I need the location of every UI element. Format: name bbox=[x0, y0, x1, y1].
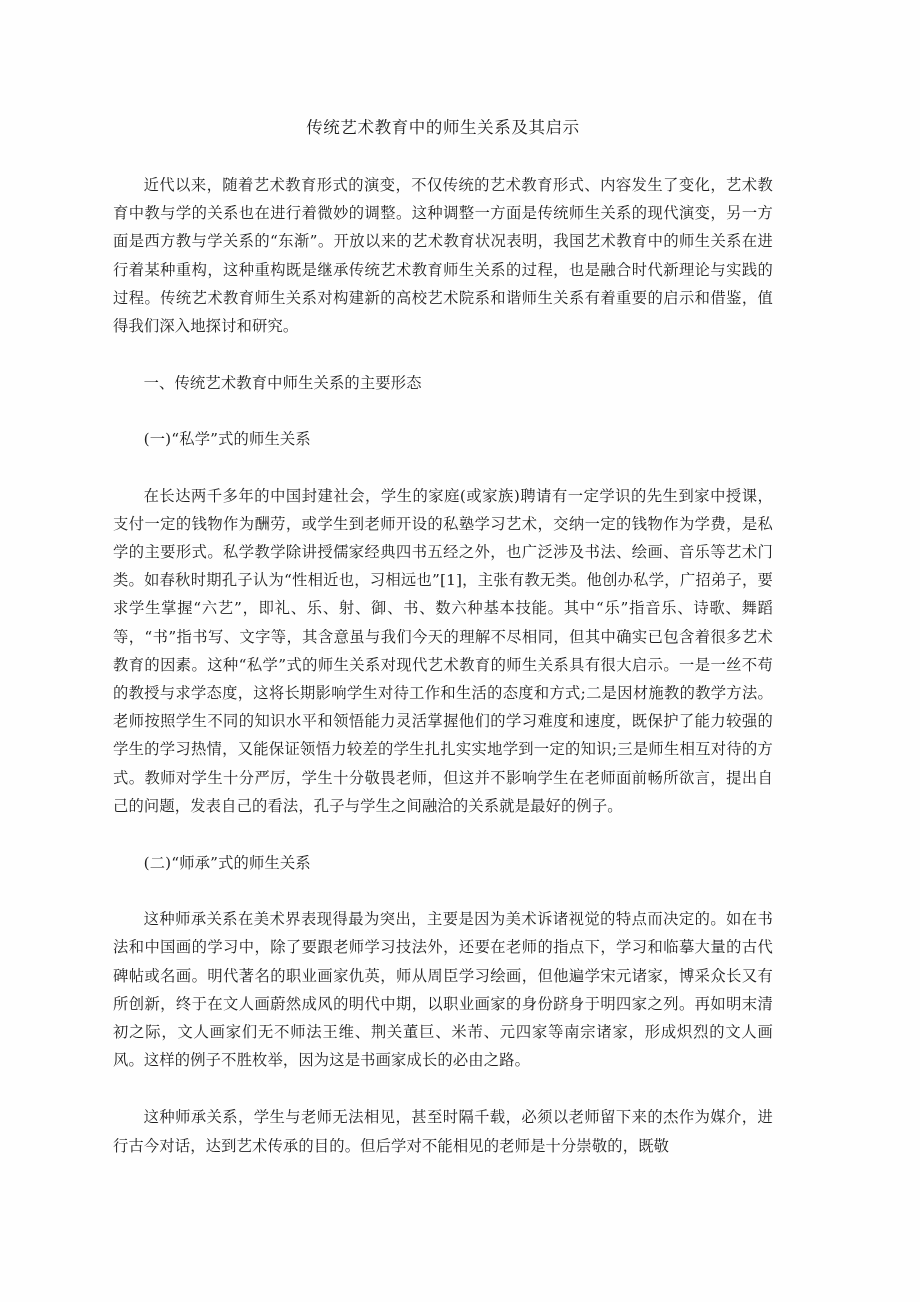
page-title: 传统艺术教育中的师生关系及其启示 bbox=[306, 118, 580, 137]
subsection-heading-1-2: (二)“师承”式的师生关系 bbox=[143, 854, 311, 873]
private-schooling-paragraph: 在长达两千多年的中国封建社会，学生的家庭(或家族)聘请有一定学识的先生到家中授课，支付一定的钱物作为酬劳，或学生到老师开设的私塾学习艺术，交纳一定的钱物作为学费，是私学的主要形式。私学教学除讲授儒家经典四书五经之外，也广泛涉及书法、绘画、音乐等艺术门类。如春秋时期孔子认为“性相近也，习相远也”[1]，主张有教无类。他创办私学，广招弟子，要求学生掌握“六艺”，即礼、乐、射、御、书、数六种基本技能。其中“乐”指音乐、诗歌、舞蹈等，“书”指书写、文字等，其含意虽与我们今天的理解不尽相同，但其中确实已包含着很多艺术教育的因素。这种“私学”式的师生关系对现代艺术教育的师生关系具有很大启示。一是一丝不苟的教授与求学态度，这将长期影响学生对待工作和生活的态度和方式;二是因材施教的教学方法。老师按照学生不同的知识水平和领悟能力灵活掌握他们的学习难度和速度，既保护了能力较强的学生的学习热情，又能保证领悟力较差的学生扎扎实实地学到一定的知识;三是师生相互对待的方式。教师对学生十分严厉，学生十分敬畏老师，但这并不影响学生在老师面前畅所欲言，提出自己的问题，发表自己的看法，孔子与学生之间融洽的关系就是最好的例子。 bbox=[113, 486, 773, 815]
paragraph-spacer-1 bbox=[113, 340, 773, 369]
title-body-spacer bbox=[113, 141, 773, 171]
subsection-heading-1-1: (一)“私学”式的师生关系 bbox=[143, 430, 311, 449]
paragraph-spacer-4 bbox=[113, 820, 773, 849]
transmission-paragraph: 这种师承关系，学生与老师无法相见，甚至时隔千载，必须以老师留下来的杰作为媒介，进行古今对话，达到艺术传承的目的。但后学对不能相见的老师是十分崇敬的，既敬 bbox=[113, 1108, 773, 1155]
intro-paragraph: 近代以来，随着艺术教育形式的演变，不仅传统的艺术教育形式、内容发生了变化，艺术教育中教与学的关系也在进行着微妙的调整。这种调整一方面是传统师生关系的现代演变，另一方面是西方教与学关系的“东渐”。开放以来的艺术教育状况表明，我国艺术教育中的师生关系在进行着某种重构，这种重构既是继承传统艺术教育师生关系的过程，也是融合时代新理论与实践的过程。传统艺术教育师生关系对构建新的高校艺术院系和谐师生关系有着重要的启示和借鉴，值得我们深入地探讨和研究。 bbox=[113, 176, 773, 336]
paragraph-spacer-2 bbox=[113, 397, 773, 425]
paragraph-spacer-5 bbox=[113, 877, 773, 905]
section-heading-1: 一、传统艺术教育中师生关系的主要形态 bbox=[143, 374, 422, 393]
paragraph-spacer-3 bbox=[113, 454, 773, 482]
mentorship-paragraph: 这种师承关系在美术界表现得最为突出，主要是因为美术诉诸视觉的特点而决定的。如在书法和中国画的学习中，除了要跟老师学习技法外，还要在老师的指点下，学习和临摹大量的古代碑帖或名画。明代著名的职业画家仇英，师从周臣学习绘画，但他遍学宋元诸家，博采众长又有所创新，终于在文人画蔚然成风的明代中期，以职业画家的身份跻身于明四家之列。再如明末清初之际，文人画家们无不师法王维、荆关董巨、米芾、元四家等南宗诸家，形成炽烈的文人画风。这样的例子不胜枚举，因为这是书画家成长的必由之路。 bbox=[113, 910, 773, 1070]
paragraph-spacer-6 bbox=[113, 1074, 773, 1103]
document-content-column bbox=[113, 0, 773, 1160]
